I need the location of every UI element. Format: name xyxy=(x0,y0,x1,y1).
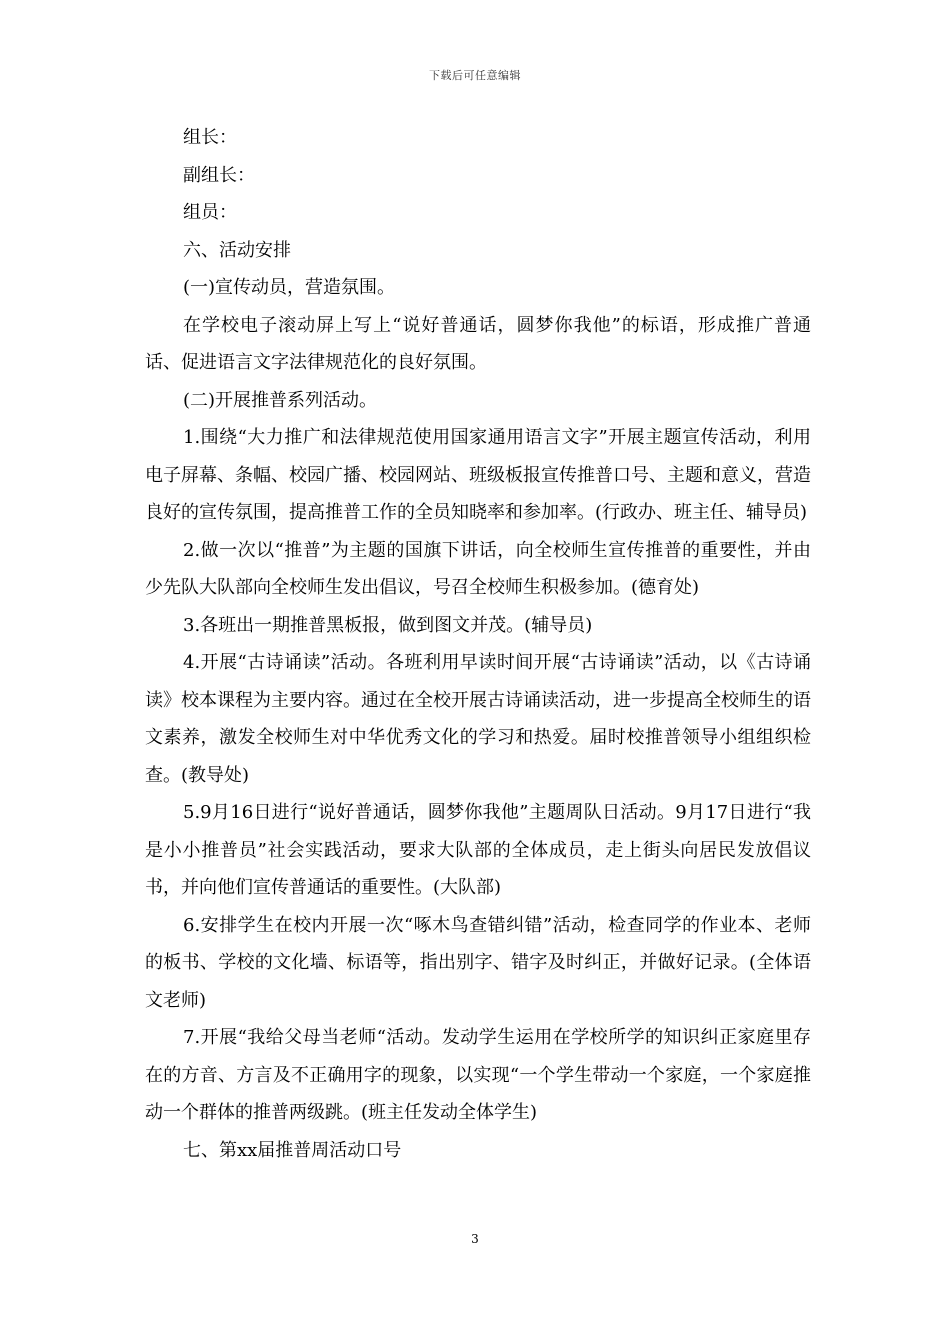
section-heading-activity-arrangement: 六、活动安排 xyxy=(183,239,291,261)
list-item-1: 1.围绕“大力推广和法律规范使用国家通用语言文字”开展主题宣传活动，利用电子屏幕、条幅、校园广播、校园网站、班级板报宣传推普口号、主题和意义，营造良好的宣传氛围，提高推普工作的全员知晓率和参加率。(行政办、班主任、辅导员) xyxy=(145,427,811,523)
list-item-6: 6.安排学生在校内开展一次“啄木鸟查错纠错”活动，检查同学的作业本、老师的板书、学校的文化墙、标语等，指出别字、错字及时纠正，并做好记录。(全体语文老师) xyxy=(145,914,811,1011)
paragraph-members: 组员： xyxy=(183,202,237,223)
list-item-2: 2.做一次以“推普”为主题的国旗下讲话，向全校师生宣传推普的重要性，并由少先队大队部向全校师生发出倡议，号召全校师生积极参加。(德育处) xyxy=(145,539,811,598)
subheading-series-activities: (二)开展推普系列活动。 xyxy=(183,389,378,411)
paragraph-deputy-leader: 副组长： xyxy=(183,164,255,186)
paragraph-slogan-screen: 在学校电子滚动屏上写上“说好普通话，圆梦你我他”的标语，形成推广普通话、促进语言文字法律规范化的良好氛围。 xyxy=(145,314,811,373)
list-item-5: 5.9月16日进行“说好普通话，圆梦你我他”主题周队日活动。9月17日进行“我是小小推普员”社会实践活动，要求大队部的全体成员，走上街头向居民发放倡议书，并向他们宣传普通话的重要性。(大队部) xyxy=(145,802,811,898)
list-item-7: 7.开展“我给父母当老师“活动。发动学生运用在学校所学的知识纠正家庭里存在的方音、方言及不正确用字的现象，以实现“一个学生带动一个家庭，一个家庭推动一个群体的推普两级跳。(班主任发动全体学生) xyxy=(145,1027,811,1123)
section-heading-slogans: 七、第xx届推普周活动口号 xyxy=(183,1139,402,1161)
document-body xyxy=(145,119,811,1169)
list-item-4: 4.开展“古诗诵读”活动。各班利用早读时间开展“古诗诵读”活动，以《古诗诵读》校本课程为主要内容。通过在全校开展古诗诵读活动，进一步提高全校师生的语文素养，激发全校师生对中华优秀文化的学习和热爱。届时校推普领导小组组织检查。(教导处) xyxy=(145,652,811,786)
page-number: 3 xyxy=(471,1232,479,1246)
subheading-publicity: (一)宣传动员，营造氛围。 xyxy=(183,277,396,298)
page-header: 下载后可任意编辑 xyxy=(429,69,521,82)
paragraph-leader: 组长： xyxy=(183,127,237,148)
list-item-3: 3.各班出一期推普黑板报，做到图文并茂。(辅导员) xyxy=(183,614,593,636)
